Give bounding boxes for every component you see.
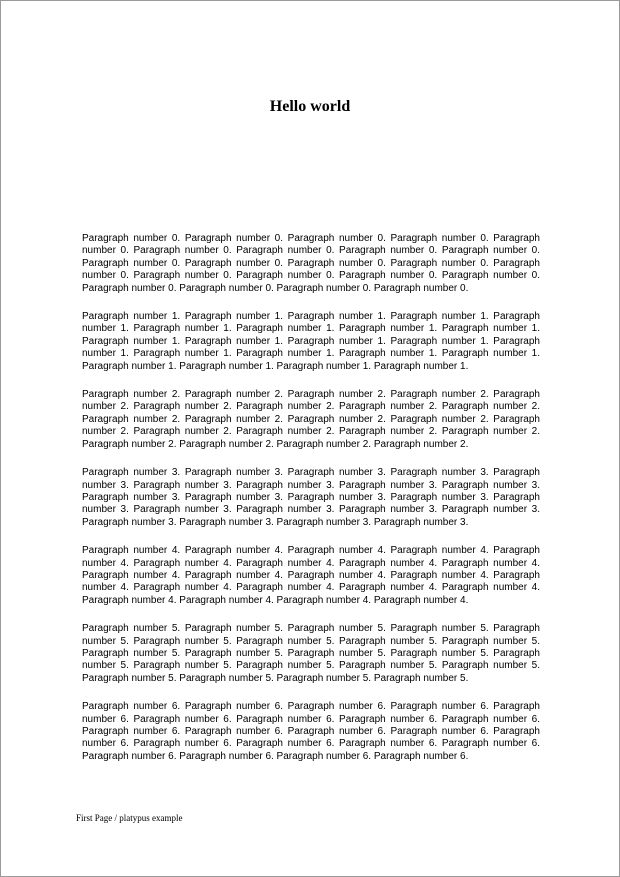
page-title: Hello world (269, 98, 351, 115)
paragraph-5: Paragraph number 5. Paragraph number 5. Paragraph number 5. Paragraph number 5. Paragraph number 5. Paragraph number 5. Paragraph number 5. Paragraph number 5. Paragraph number 5. Paragraph number 5. Paragraph number 5. Paragraph number 5. Paragraph number 5. Paragraph number 5. Paragraph number 5. Paragraph number 5. Paragraph number 5. Paragraph number 5. Paragraph number 5. Paragraph number 5. Paragraph number 5. Paragraph number 5. (82, 623, 540, 684)
body-text (82, 233, 540, 779)
paragraph-1: Paragraph number 1. Paragraph number 1. Paragraph number 1. Paragraph number 1. Paragraph number 1. Paragraph number 1. Paragraph number 1. Paragraph number 1. Paragraph number 1. Paragraph number 1. Paragraph number 1. Paragraph number 1. Paragraph number 1. Paragraph number 1. Paragraph number 1. Paragraph number 1. Paragraph number 1. Paragraph number 1. Paragraph number 1. Paragraph number 1. Paragraph number 1. Paragraph number 1. (82, 311, 540, 372)
paragraph-3: Paragraph number 3. Paragraph number 3. Paragraph number 3. Paragraph number 3. Paragraph number 3. Paragraph number 3. Paragraph number 3. Paragraph number 3. Paragraph number 3. Paragraph number 3. Paragraph number 3. Paragraph number 3. Paragraph number 3. Paragraph number 3. Paragraph number 3. Paragraph number 3. Paragraph number 3. Paragraph number 3. Paragraph number 3. Paragraph number 3. Paragraph number 3. Paragraph number 3. (82, 467, 540, 528)
paragraph-0: Paragraph number 0. Paragraph number 0. Paragraph number 0. Paragraph number 0. Paragraph number 0. Paragraph number 0. Paragraph number 0. Paragraph number 0. Paragraph number 0. Paragraph number 0. Paragraph number 0. Paragraph number 0. Paragraph number 0. Paragraph number 0. Paragraph number 0. Paragraph number 0. Paragraph number 0. Paragraph number 0. Paragraph number 0. Paragraph number 0. Paragraph number 0. Paragraph number 0. (82, 233, 540, 294)
page-footer: First Page / platypus example (76, 813, 183, 823)
paragraph-6: Paragraph number 6. Paragraph number 6. Paragraph number 6. Paragraph number 6. Paragraph number 6. Paragraph number 6. Paragraph number 6. Paragraph number 6. Paragraph number 6. Paragraph number 6. Paragraph number 6. Paragraph number 6. Paragraph number 6. Paragraph number 6. Paragraph number 6. Paragraph number 6. Paragraph number 6. Paragraph number 6. Paragraph number 6. Paragraph number 6. Paragraph number 6. Paragraph number 6. (82, 701, 540, 762)
paragraph-4: Paragraph number 4. Paragraph number 4. Paragraph number 4. Paragraph number 4. Paragraph number 4. Paragraph number 4. Paragraph number 4. Paragraph number 4. Paragraph number 4. Paragraph number 4. Paragraph number 4. Paragraph number 4. Paragraph number 4. Paragraph number 4. Paragraph number 4. Paragraph number 4. Paragraph number 4. Paragraph number 4. Paragraph number 4. Paragraph number 4. Paragraph number 4. Paragraph number 4. (82, 545, 540, 606)
paragraph-2: Paragraph number 2. Paragraph number 2. Paragraph number 2. Paragraph number 2. Paragraph number 2. Paragraph number 2. Paragraph number 2. Paragraph number 2. Paragraph number 2. Paragraph number 2. Paragraph number 2. Paragraph number 2. Paragraph number 2. Paragraph number 2. Paragraph number 2. Paragraph number 2. Paragraph number 2. Paragraph number 2. Paragraph number 2. Paragraph number 2. Paragraph number 2. Paragraph number 2. (82, 389, 540, 450)
